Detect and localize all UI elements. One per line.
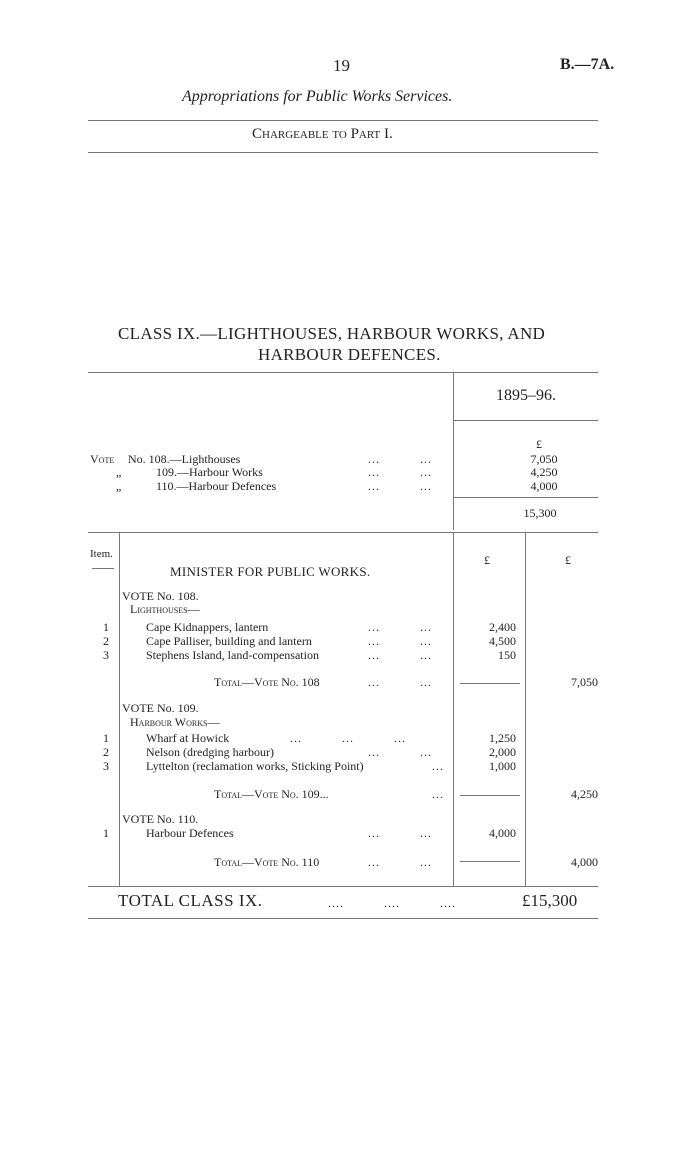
summary-row-amount: 4,250	[530, 465, 558, 479]
detail-rule-top	[88, 532, 598, 533]
item-description: Lyttelton (reclamation works, Sticking Point)	[146, 759, 364, 773]
item-number: 2	[103, 745, 109, 759]
item-amount: 1,000	[489, 759, 516, 773]
item-number: 1	[103, 620, 109, 634]
item-number: 3	[103, 759, 109, 773]
vote-total-label: Total—Vote No. 110	[214, 855, 320, 869]
vote-total-label: Total—Vote No. 109...	[214, 787, 329, 801]
item-dots: ... ...	[368, 745, 432, 759]
detail-currency-1: £	[484, 553, 490, 567]
summary-rule-top	[88, 372, 598, 373]
summary-year-header: 1895–96.	[496, 387, 556, 404]
summary-row-amount: 7,050	[530, 452, 558, 466]
item-dots: ... ...	[368, 634, 432, 648]
summary-row-dots: ... ...	[368, 465, 432, 479]
class-heading-line1: CLASS IX.—LIGHTHOUSES, HARBOUR WORKS, AND	[118, 324, 546, 343]
document-reference: B.—7A.	[560, 56, 615, 73]
item-description: Wharf at Howick	[146, 731, 230, 745]
item-amount: 2,400	[489, 620, 516, 634]
summary-row-prefix: Vote	[90, 452, 115, 466]
vote-total-dots: ...	[432, 787, 444, 801]
summary-row-dots: ... ...	[368, 479, 432, 493]
grand-total-rule-top	[88, 886, 598, 887]
detail-column-divider-2	[525, 532, 526, 886]
summary-total-rule	[453, 497, 598, 498]
item-description: Nelson (dredging harbour)	[146, 745, 274, 759]
summary-row-amount: 4,000	[530, 479, 558, 493]
item-header-rule	[92, 568, 114, 569]
summary-row-prefix: „	[116, 479, 122, 493]
vote-category: Lighthouses—	[130, 602, 200, 616]
vote-label: VOTE No. 108.	[122, 589, 199, 603]
page-number: 19	[333, 56, 350, 75]
summary-row-label: 109.—Harbour Works	[156, 465, 263, 479]
item-description: Harbour Defences	[146, 826, 234, 840]
summary-row-label: 110.—Harbour Defences	[156, 479, 277, 493]
vote-total-label: Total—Vote No. 108	[214, 675, 320, 689]
item-dots: ... ...	[368, 620, 432, 634]
vote-label: VOTE No. 110.	[122, 812, 199, 826]
item-description: Cape Palliser, building and lantern	[146, 634, 312, 648]
vote-total-dots: ... ...	[368, 855, 432, 869]
item-amount: 150	[498, 648, 516, 662]
item-dots: ... ... ...	[290, 731, 406, 745]
item-dots: ... ...	[368, 648, 432, 662]
page-subtitle: Chargeable to Part I.	[252, 126, 393, 142]
grand-total-rule-bottom	[88, 918, 598, 919]
class-heading-line2: HARBOUR DEFENCES.	[258, 345, 441, 364]
grand-total-dots: .... .... ....	[328, 896, 456, 910]
summary-currency: £	[536, 437, 542, 451]
summary-year-rule	[453, 420, 598, 421]
page-title: Appropriations for Public Works Services.	[182, 88, 453, 105]
item-number: 1	[103, 731, 109, 745]
item-dots: ... ...	[368, 826, 432, 840]
summary-row-prefix: „	[116, 465, 122, 479]
vote-label: VOTE No. 109.	[122, 701, 199, 715]
header-rule-top	[88, 120, 598, 121]
vote-category: Harbour Works—	[130, 715, 220, 729]
detail-column-divider-1	[453, 532, 454, 886]
item-number: 1	[103, 826, 109, 840]
item-dots: ...	[432, 759, 444, 773]
item-number: 2	[103, 634, 109, 648]
item-description: Stephens Island, land-compensation	[146, 648, 319, 662]
grand-total-label: TOTAL CLASS IX.	[118, 891, 263, 910]
item-number: 3	[103, 648, 109, 662]
summary-row-dots: ... ...	[368, 452, 432, 466]
grand-total-amount: £15,300	[522, 891, 578, 910]
item-column-divider	[119, 532, 120, 886]
item-column-header: Item.	[90, 548, 113, 560]
detail-currency-2: £	[565, 553, 571, 567]
item-amount: 4,500	[489, 634, 516, 648]
item-amount: 4,000	[489, 826, 516, 840]
vote-total-rule	[460, 861, 520, 862]
item-amount: 2,000	[489, 745, 516, 759]
vote-total-amount: 4,000	[571, 855, 598, 869]
minister-heading: MINISTER FOR PUBLIC WORKS.	[170, 564, 371, 579]
vote-total-rule	[460, 683, 520, 684]
vote-total-amount: 7,050	[571, 675, 598, 689]
header-rule-bottom	[88, 152, 598, 153]
item-amount: 1,250	[489, 731, 516, 745]
summary-column-divider	[453, 372, 454, 530]
vote-total-amount: 4,250	[571, 787, 598, 801]
vote-total-dots: ... ...	[368, 675, 432, 689]
vote-total-rule	[460, 795, 520, 796]
item-description: Cape Kidnappers, lantern	[146, 620, 269, 634]
summary-row-label: No. 108.—Lighthouses	[128, 452, 241, 466]
summary-total: 15,300	[523, 506, 557, 520]
